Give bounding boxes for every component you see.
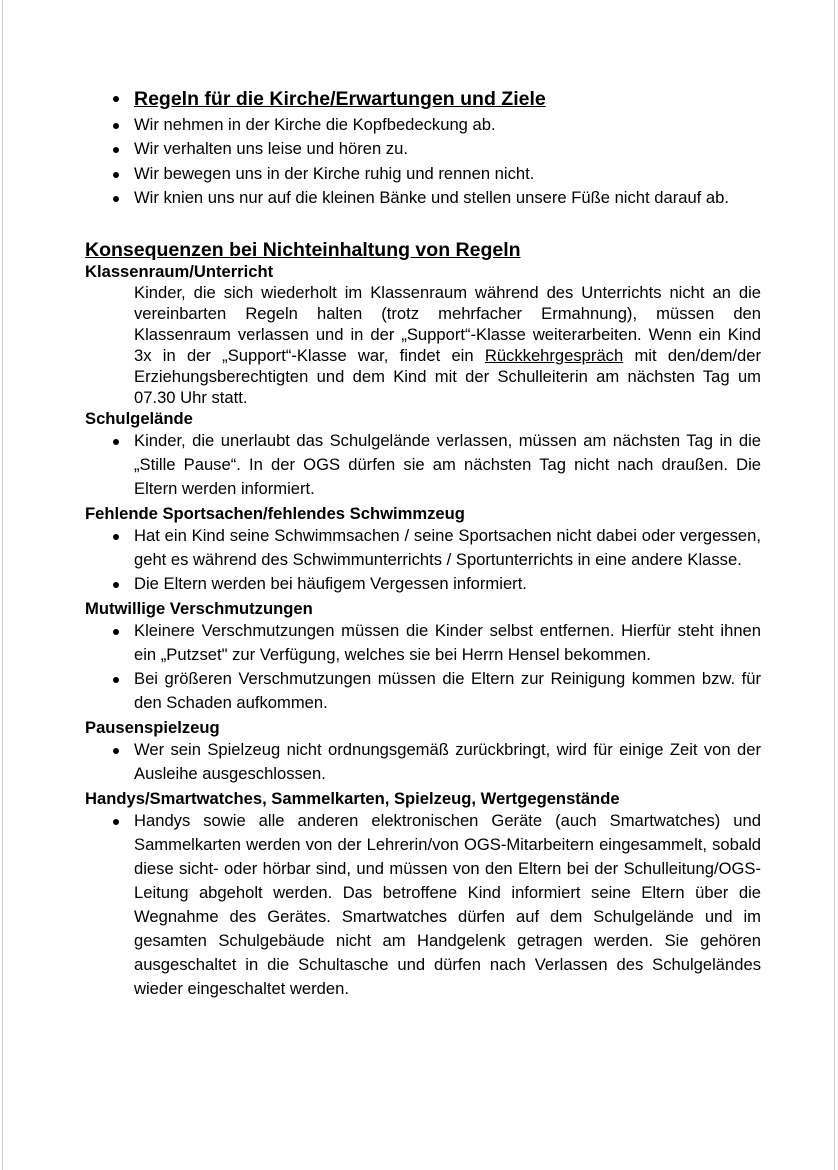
- consequences-title: Konsequenzen bei Nichteinhaltung von Regeln: [85, 238, 521, 261]
- list-item: Bei größeren Verschmutzungen müssen die Eltern zur Reinigung kommen bzw. für den Schaden aufkommen.: [85, 667, 761, 715]
- classroom-text-before: Kinder, die sich wiederholt im Klassenraum während des Unterrichts nicht an die vereinbarten Regeln halten (trotz mehrfacher Ermahnung), müssen den Klassenraum verlassen und in der „Support“-Klasse weiterarbeiten. Wenn ein Kind 3x in der „Support“-Klasse war, findet ein: [134, 282, 761, 365]
- church-rules-list: [85, 86, 761, 211]
- list-item: Wir knien uns nur auf die kleinen Bänke und stellen unsere Füße nicht darauf ab.: [85, 186, 761, 211]
- classroom-text-after: mit den/dem/der Erziehungsberechtigten und dem Kind mit der Schulleiterin am nächsten Tag um 07.30 Uhr statt.: [134, 345, 761, 407]
- page-content: [85, 86, 761, 1001]
- church-rules-title: Regeln für die Kirche/Erwartungen und Ziele: [134, 88, 546, 110]
- list-item: Kleinere Verschmutzungen müssen die Kinder selbst entfernen. Hierfür steht ihnen ein „Putzset" zur Verfügung, welches sie bei Herrn Hensel bekommen.: [85, 619, 761, 667]
- classroom-title: Klassenraum/Unterricht: [85, 261, 274, 281]
- church-rules-heading: [85, 86, 761, 113]
- sports-title: Fehlende Sportsachen/fehlendes Schwimmzeug: [85, 503, 465, 523]
- classroom-paragraph: [85, 282, 761, 408]
- return-talk-term: Rückkehrgespräch: [484, 345, 624, 365]
- dirt-title: Mutwillige Verschmutzungen: [85, 598, 313, 618]
- devices-list: [85, 809, 761, 1001]
- schoolground-list: [85, 429, 761, 501]
- list-item: Die Eltern werden bei häufigem Vergessen informiert.: [85, 572, 761, 596]
- list-item: Handys sowie alle anderen elektronischen Geräte (auch Smartwatches) und Sammelkarten werden von der Lehrerin/von OGS-Mitarbeitern eingesammelt, sobald diese sicht- oder hörbar sind, und müssen von den Eltern bei der Schulleitung/OGS-Leitung abgeholt werden. Das betroffene Kind informiert seine Eltern über die Wegnahme des Gerätes. Smartwatches dürfen auf dem Schulgelände und im gesamten Schulgebäude nicht am Handgelenk getragen werden. Sie gehören ausgeschaltet in die Schultasche und dürfen nach Verlassen des Schulgeländes wieder eingeschaltet werden.: [85, 809, 761, 1001]
- toys-list: [85, 738, 761, 786]
- toys-title: Pausenspielzeug: [85, 717, 220, 737]
- list-item: Kinder, die unerlaubt das Schulgelände verlassen, müssen am nächsten Tag in die „Stille Pause“. In der OGS dürfen sie am nächsten Tag nicht nach draußen. Die Eltern werden informiert.: [85, 429, 761, 501]
- list-item: Wir nehmen in der Kirche die Kopfbedeckung ab.: [85, 113, 761, 138]
- devices-title: Handys/Smartwatches, Sammelkarten, Spielzeug, Wertgegenstände: [85, 788, 620, 808]
- list-item: Wir verhalten uns leise und hören zu.: [85, 137, 761, 162]
- schoolground-title: Schulgelände: [85, 408, 193, 428]
- dirt-list: [85, 619, 761, 715]
- list-item: Wir bewegen uns in der Kirche ruhig und rennen nicht.: [85, 162, 761, 187]
- list-item: Wer sein Spielzeug nicht ordnungsgemäß zurückbringt, wird für einige Zeit von der Ausleihe ausgeschlossen.: [85, 738, 761, 786]
- list-item: Hat ein Kind seine Schwimmsachen / seine Sportsachen nicht dabei oder vergessen, geht es während des Schwimmunterrichts / Sportunterrichts in eine andere Klasse.: [85, 524, 761, 572]
- document-page: [2, 0, 835, 1170]
- sports-list: [85, 524, 761, 596]
